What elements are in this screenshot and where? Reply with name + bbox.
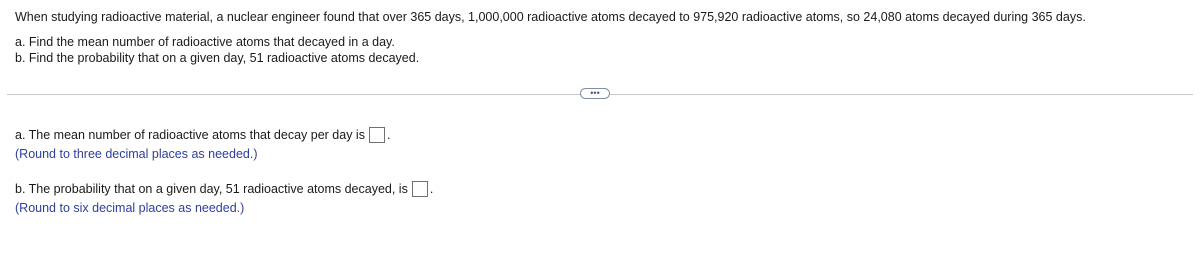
expand-more-button[interactable] — [580, 88, 610, 99]
ellipsis-icon: ••• — [590, 88, 600, 98]
answer-b-line — [15, 180, 433, 198]
answer-a-prompt: a. The mean number of radioactive atoms that decay per day is — [15, 128, 365, 142]
answer-a-section — [15, 126, 390, 162]
answer-b-input[interactable] — [412, 181, 428, 197]
answer-a-hint: (Round to three decimal places as needed.) — [15, 147, 258, 161]
question-parts — [15, 34, 1195, 66]
answer-a-line — [15, 126, 390, 144]
question-stem: When studying radioactive material, a nuclear engineer found that over 365 days, 1,000,000 radioactive atoms decayed to 975,920 radioactive atoms, so 24,080 atoms decayed during 365 days. — [15, 10, 1086, 24]
question-text — [15, 9, 1195, 66]
answer-b-section — [15, 180, 433, 216]
answer-b-period: . — [429, 182, 434, 196]
answer-a-input[interactable] — [369, 127, 385, 143]
answer-b-hint: (Round to six decimal places as needed.) — [15, 201, 245, 215]
question-part-b: b. Find the probability that on a given day, 51 radioactive atoms decayed. — [15, 51, 420, 65]
answer-b-prompt: b. The probability that on a given day, 51 radioactive atoms decayed, is — [15, 182, 408, 196]
question-part-a: a. Find the mean number of radioactive atoms that decayed in a day. — [15, 35, 395, 49]
answer-a-period: . — [386, 128, 391, 142]
